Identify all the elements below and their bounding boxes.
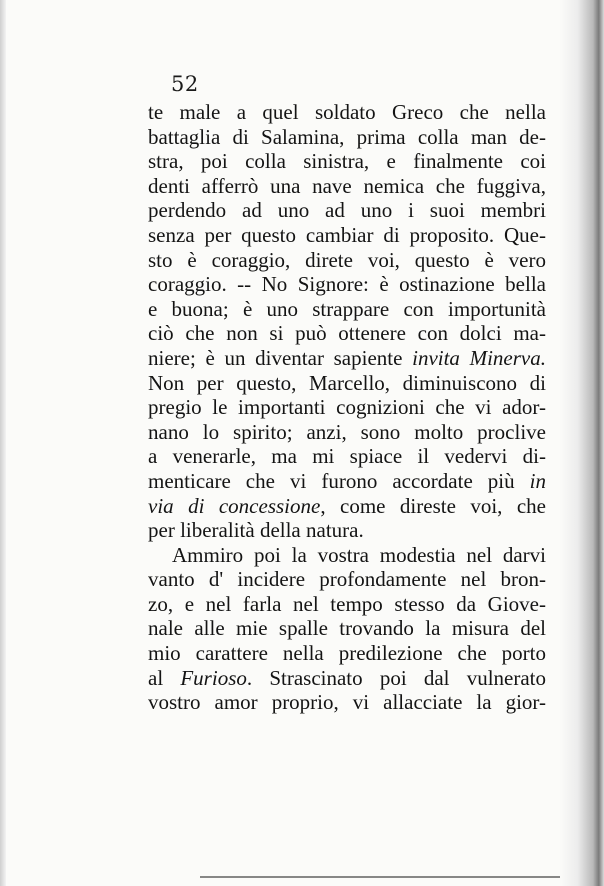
text-line-23: mio carattere nella predilezione che porto	[148, 641, 546, 666]
text-line-8: coraggio. -- No Signore: è ostinazione bella	[148, 272, 546, 297]
text-line-18: per liberalità della natura.	[148, 518, 364, 543]
italic-phrase: invita Minerva.	[412, 345, 546, 370]
page-binding-shadow	[560, 0, 604, 886]
text-run: al	[148, 665, 181, 690]
text-line-19: Ammiro poi la vostra modestia nel darvi	[172, 542, 546, 567]
text-line-6: senza per questo cambiar di proposito. Que-	[148, 222, 546, 247]
italic-phrase: via di concessione	[148, 493, 321, 518]
text-line-25: vostro amor proprio, vi allacciate la gior-	[148, 690, 546, 715]
text-line-3: stra, poi colla sinistra, e finalmente coi	[148, 149, 546, 174]
text-line-13: pregio le importanti cognizioni che vi ador-	[148, 395, 546, 420]
text-run: . Strascinato poi dal vulnerato	[246, 665, 547, 690]
italic-phrase: Furioso	[180, 665, 247, 690]
text-line-5: perdendo ad uno ad uno i suoi membri	[148, 198, 546, 223]
text-line-17	[148, 494, 546, 519]
text-line-7: sto è coraggio, direte voi, questo è vero	[148, 247, 546, 272]
text-line-20: vanto d' incidere profondamente nel bron-	[148, 567, 546, 592]
text-line-2: battaglia di Salamina, prima colla man de-	[148, 124, 546, 149]
text-line-11	[148, 346, 546, 371]
text-line-12: Non per questo, Marcello, diminuiscono di	[148, 370, 546, 395]
italic-phrase: in	[529, 468, 546, 493]
text-run: , come direste voi, che	[320, 493, 546, 518]
text-line-9: e buona; è uno strappare con importunità	[148, 296, 546, 321]
text-run: niere; è un diventar sapiente	[148, 345, 413, 370]
page-number: 52	[171, 72, 199, 96]
bottom-edge-rule	[200, 876, 560, 878]
page-left-edge	[0, 0, 6, 886]
text-line-16	[148, 469, 546, 494]
text-line-22: nale alle mie spalle trovando la misura del	[148, 616, 546, 641]
text-line-15: a venerarle, ma mi spiace il vedervi di-	[148, 444, 546, 469]
text-line-4: denti afferrò una nave nemica che fuggiva,	[148, 173, 546, 198]
text-line-14: nano lo spirito; anzi, sono molto proclive	[148, 419, 546, 444]
text-line-21: zo, e nel farla nel tempo stesso da Giove-	[148, 591, 546, 616]
body-text	[148, 100, 546, 715]
text-line-10: ciò che non si può ottenere con dolci ma-	[148, 321, 546, 346]
text-line-24	[148, 666, 546, 691]
text-line-1: te male a quel soldato Greco che nella	[148, 100, 546, 124]
text-run: menticare che vi furono accordate più	[148, 468, 530, 493]
